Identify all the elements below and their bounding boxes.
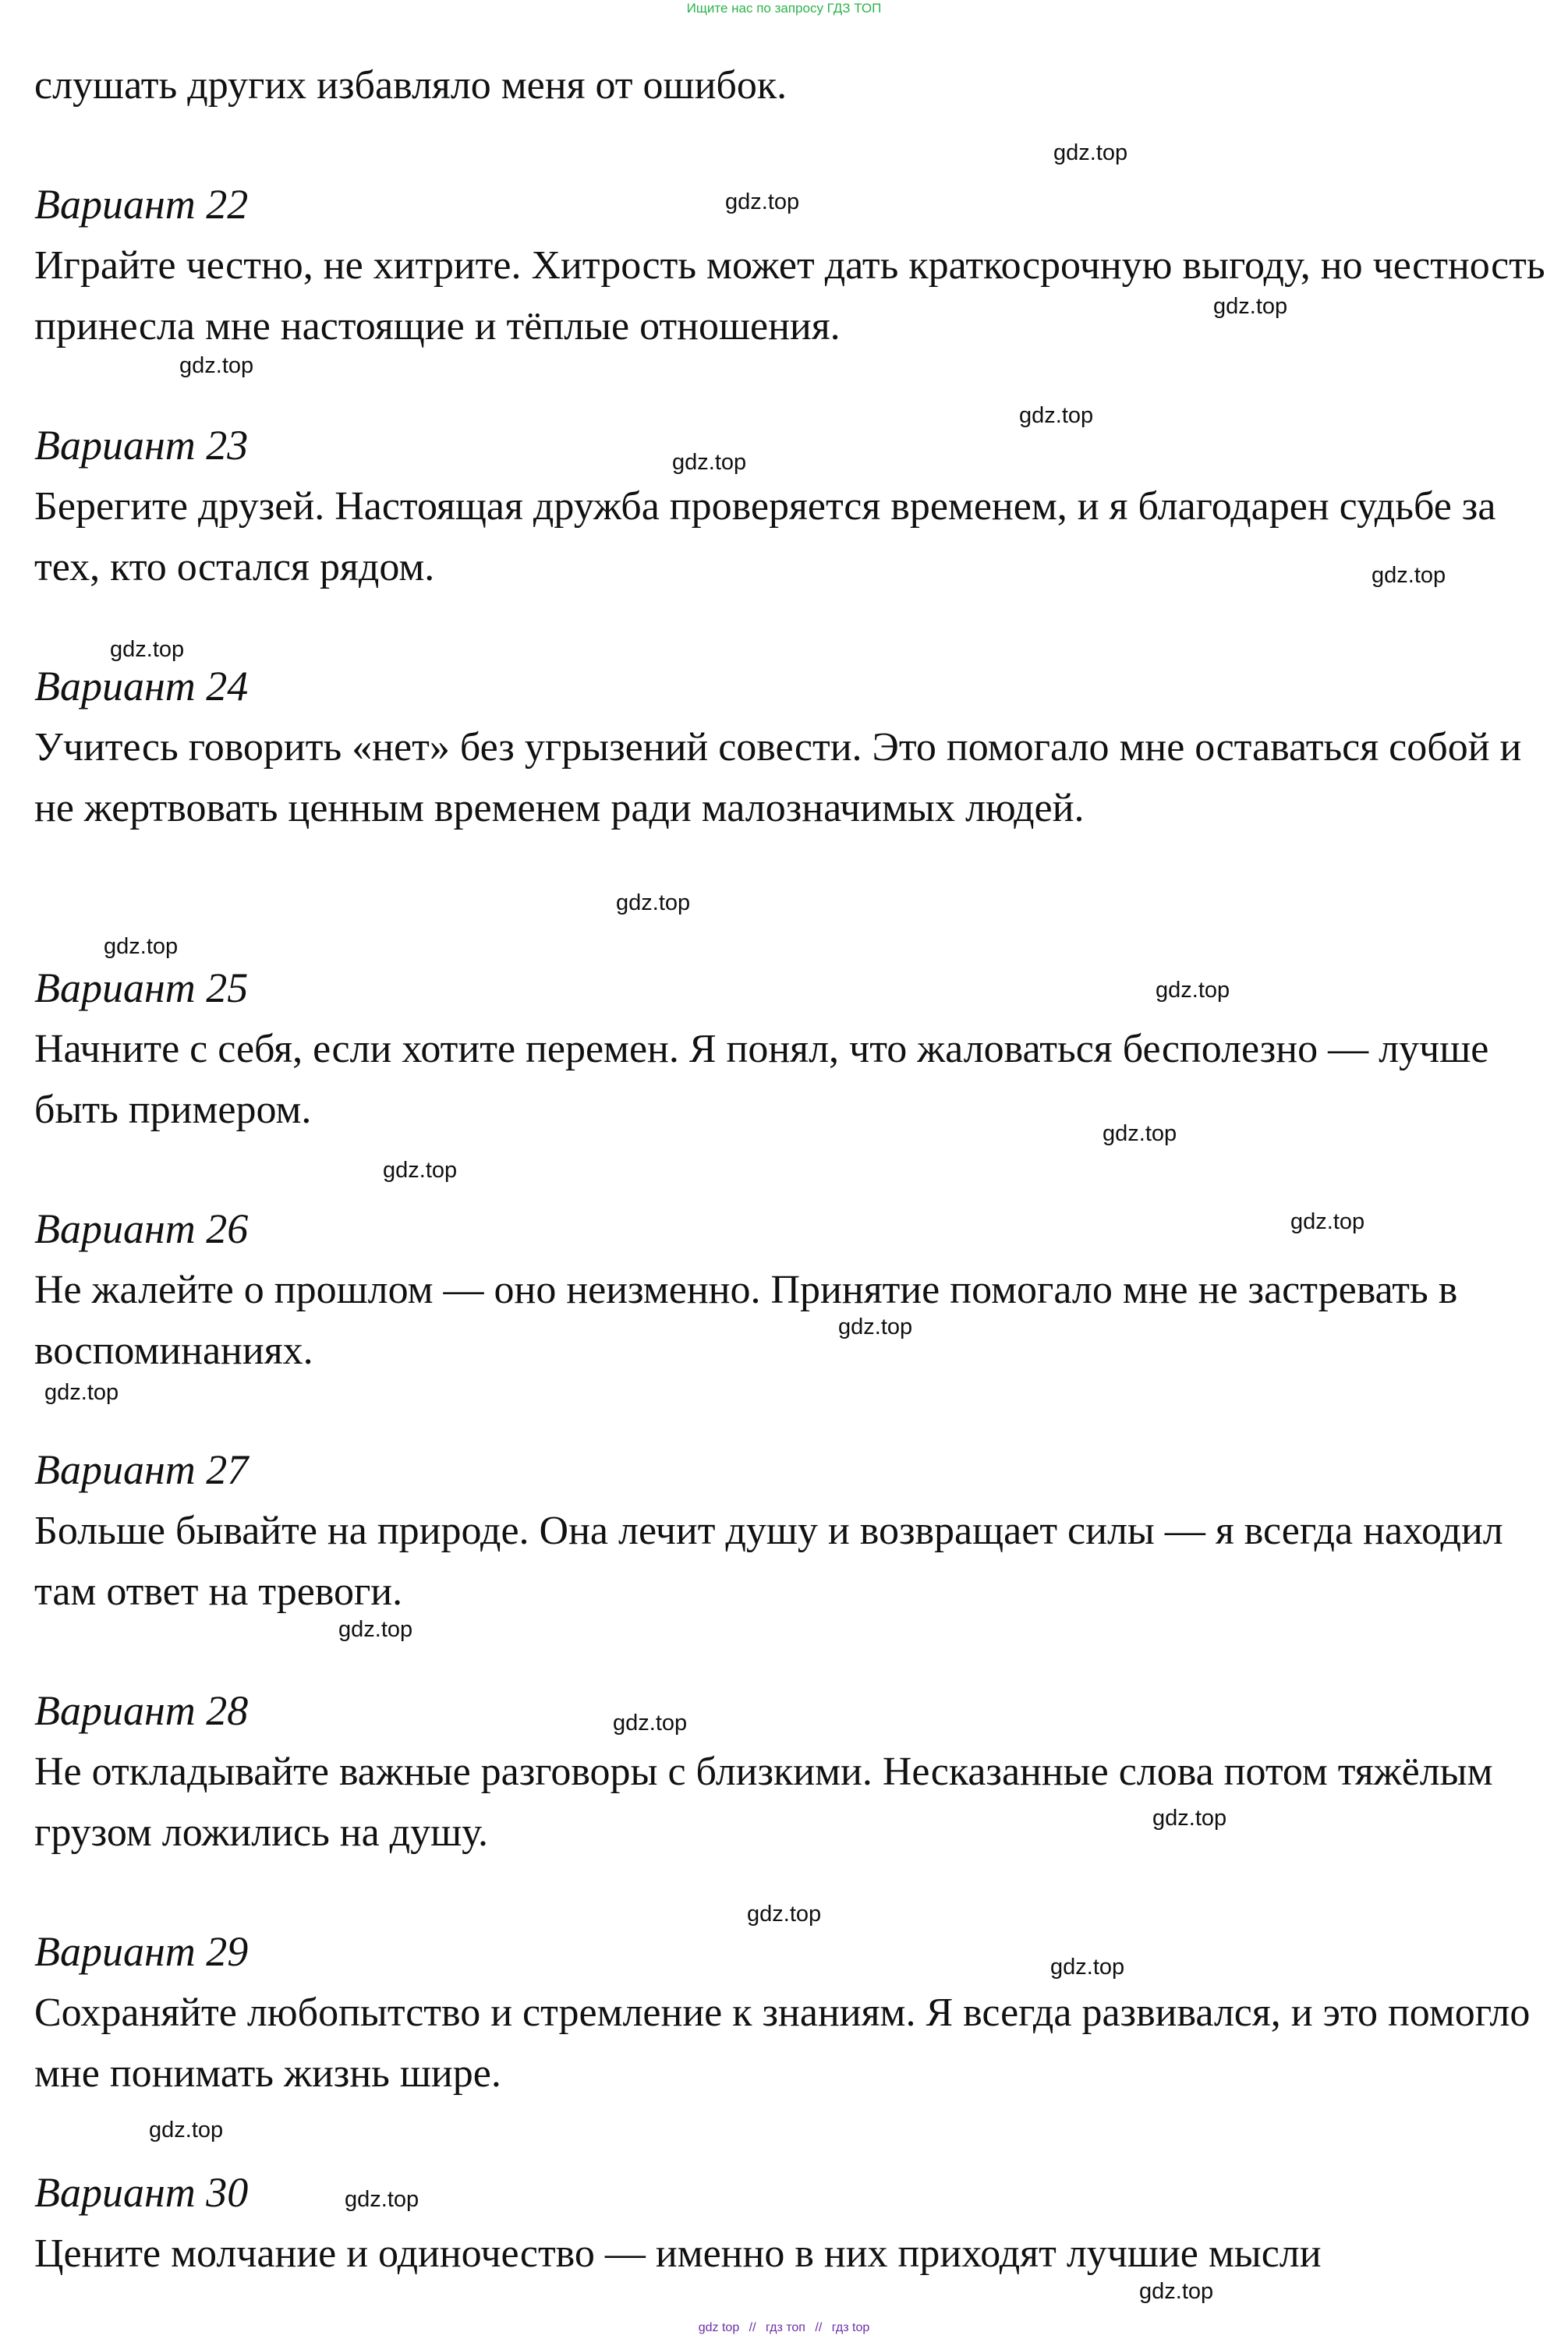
watermark: gdz.top xyxy=(149,2118,224,2143)
variant-text: Играйте честно, не хитрите. Хитрость может дать краткосрочную выгоду, но честность принесла мне настоящие и тёплые отношения. xyxy=(34,243,1545,349)
watermark: gdz.top xyxy=(1372,563,1446,588)
watermark: gdz.top xyxy=(1019,403,1094,428)
variant-text: Берегите друзей. Настоящая дружба проверяется временем, и я благодарен судьбе за тех, кто остался рядом. xyxy=(34,484,1496,589)
footer-link[interactable]: gdz top xyxy=(698,2321,740,2334)
watermark: gdz.top xyxy=(44,1380,119,1405)
watermark: gdz.top xyxy=(179,353,254,378)
watermark: gdz.top xyxy=(1053,140,1128,165)
footer-separator: // xyxy=(815,2321,823,2334)
watermark: gdz.top xyxy=(104,934,179,959)
variant-text: Сохраняйте любопытство и стремление к знаниям. Я всегда развивался, и это помогло мне понимать жизнь шире. xyxy=(34,1990,1531,2096)
top-search-banner: Ищите нас по запросу ГДЗ ТОП xyxy=(686,1,882,16)
watermark: gdz.top xyxy=(1156,978,1230,1003)
watermark: gdz.top xyxy=(725,189,800,214)
variant-text: Начните с себя, если хотите перемен. Я понял, что жаловаться бесполезно — лучше быть примером. xyxy=(34,1027,1489,1132)
variant-heading: Вариант 25 xyxy=(34,964,249,1011)
variant-heading: Вариант 30 xyxy=(34,2169,249,2216)
variant-text: Не жалейте о прошлом — оно неизменно. Принятие помогало мне не застревать в воспоминаниях. xyxy=(34,1268,1458,1373)
variant-heading: Вариант 22 xyxy=(34,181,249,228)
footer-link[interactable]: гдз топ xyxy=(766,2321,805,2334)
watermark: gdz.top xyxy=(383,1158,458,1183)
variant-block xyxy=(34,655,1547,839)
watermark: gdz.top xyxy=(1213,294,1288,319)
watermark: gdz.top xyxy=(672,450,747,475)
variant-text: Больше бывайте на природе. Она лечит душу и возвращает силы — я всегда находил там ответ на тревоги. xyxy=(34,1509,1503,1614)
watermark: gdz.top xyxy=(1290,1209,1365,1234)
variant-heading: Вариант 26 xyxy=(34,1205,249,1252)
variant-block xyxy=(34,414,1547,598)
variant-text: Цените молчание и одиночество — именно в них приходят лучшие мысли xyxy=(34,2231,1322,2276)
variant-block xyxy=(34,2161,1547,2284)
watermark: gdz.top xyxy=(1152,1806,1227,1831)
intro-text: слушать других избавляло меня от ошибок. xyxy=(34,63,788,108)
variant-heading: Вариант 29 xyxy=(34,1928,249,1975)
watermark: gdz.top xyxy=(1103,1121,1177,1146)
footer-separator: // xyxy=(749,2321,756,2334)
variant-block xyxy=(34,1679,1547,1863)
variant-block xyxy=(34,1920,1547,2104)
variant-heading: Вариант 28 xyxy=(34,1687,249,1734)
watermark: gdz.top xyxy=(110,637,185,662)
watermark: gdz.top xyxy=(613,1711,688,1736)
variant-block xyxy=(34,1438,1547,1622)
watermark: gdz.top xyxy=(338,1617,413,1642)
variant-heading: Вариант 23 xyxy=(34,422,249,469)
variant-text: Не откладывайте важные разговоры с близкими. Несказанные слова потом тяжёлым грузом ложились на душу. xyxy=(34,1750,1493,1855)
watermark: gdz.top xyxy=(616,890,691,915)
variant-block xyxy=(34,957,1547,1141)
watermark: gdz.top xyxy=(747,1902,822,1927)
footer-link[interactable]: гдз top xyxy=(831,2321,870,2334)
variant-heading: Вариант 24 xyxy=(34,663,249,709)
watermark: gdz.top xyxy=(838,1315,913,1339)
watermark: gdz.top xyxy=(1139,2279,1214,2304)
variant-text: Учитесь говорить «нет» без угрызений совести. Это помогало мне оставаться собой и не жертвовать ценным временем ради малозначимых людей. xyxy=(34,725,1522,830)
watermark: gdz.top xyxy=(345,2187,419,2212)
watermark: gdz.top xyxy=(1050,1955,1125,1980)
variant-heading: Вариант 27 xyxy=(34,1446,249,1493)
footer-links xyxy=(0,2320,1568,2336)
